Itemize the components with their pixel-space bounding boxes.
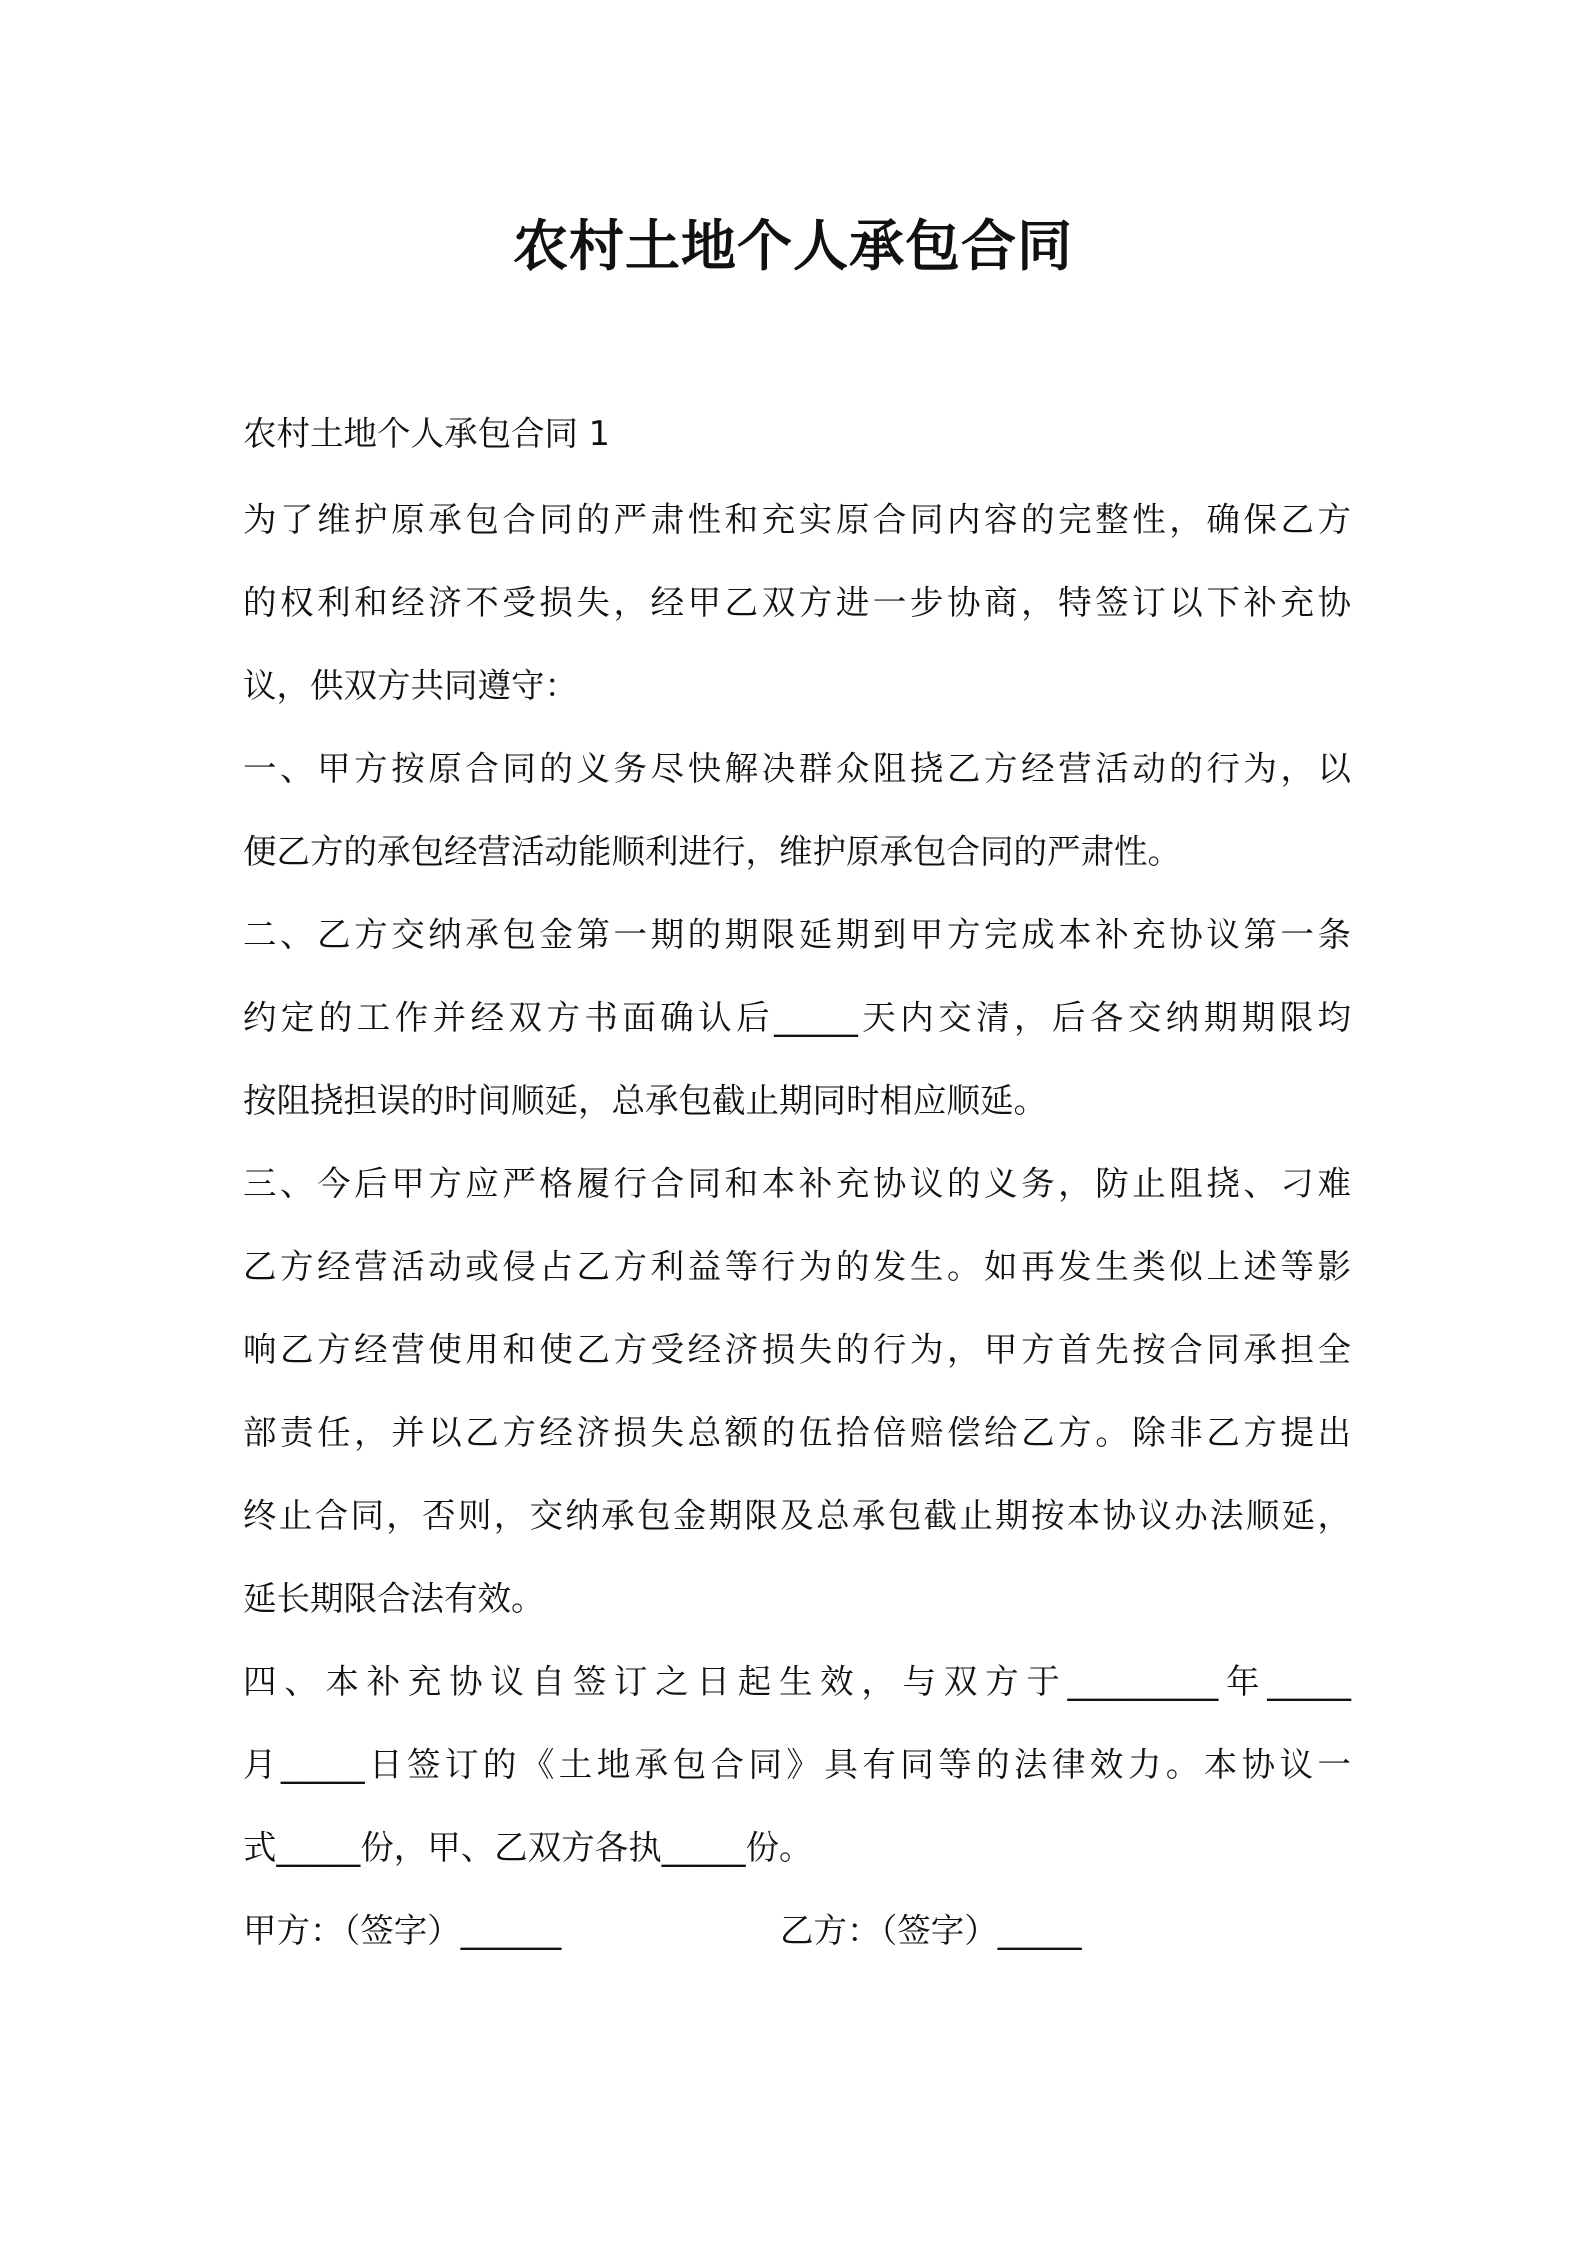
text-line: 月_____日签订的《土地承包合同》具有同等的法律效力。本协议一: [243, 1745, 1351, 1784]
text-line: 部责任，并以乙方经济损失总额的伍拾倍赔偿给乙方。除非乙方提出: [243, 1413, 1351, 1452]
text-line: 按阻挠担误的时间顺延，总承包截止期同时相应顺延。: [243, 1081, 1047, 1120]
document-subtitle: 农村土地个人承包合同 1: [243, 414, 610, 453]
text-line: 议，供双方共同遵守：: [243, 666, 578, 705]
text-line: 二、乙方交纳承包金第一期的期限延期到甲方完成本补充协议第一条: [243, 915, 1351, 954]
text-line: 四、本补充协议自签订之日起生效，与双方于_________年_____: [243, 1662, 1351, 1701]
text-line: 乙方经营活动或侵占乙方利益等行为的发生。如再发生类似上述等影: [243, 1247, 1351, 1286]
text-line: 终止合同，否则，交纳承包金期限及总承包截止期按本协议办法顺延，: [243, 1496, 1351, 1535]
text-line: 约定的工作并经双方书面确认后_____天内交清，后各交纳期期限均: [243, 998, 1351, 1037]
text-line: 延长期限合法有效。: [243, 1579, 545, 1618]
signature-party-a: 甲方：（签字）______: [243, 1911, 562, 1950]
text-line: 为了维护原承包合同的严肃性和充实原合同内容的完整性，确保乙方: [243, 500, 1351, 539]
text-line: 一、甲方按原合同的义务尽快解决群众阻挠乙方经营活动的行为，以: [243, 749, 1351, 788]
document-title: 农村土地个人承包合同: [512, 214, 1073, 278]
text-line: 式_____份，甲、乙双方各执_____份。: [243, 1828, 813, 1867]
text-line: 便乙方的承包经营活动能顺利进行，维护原承包合同的严肃性。: [243, 832, 1181, 871]
signature-party-b: 乙方：（签字）_____: [780, 1911, 1082, 1950]
text-line: 的权利和经济不受损失，经甲乙双方进一步协商，特签订以下补充协: [243, 583, 1351, 622]
text-line: 响乙方经营使用和使乙方受经济损失的行为，甲方首先按合同承担全: [243, 1330, 1351, 1369]
text-line: 三、今后甲方应严格履行合同和本补充协议的义务，防止阻挠、刁难: [243, 1164, 1351, 1203]
